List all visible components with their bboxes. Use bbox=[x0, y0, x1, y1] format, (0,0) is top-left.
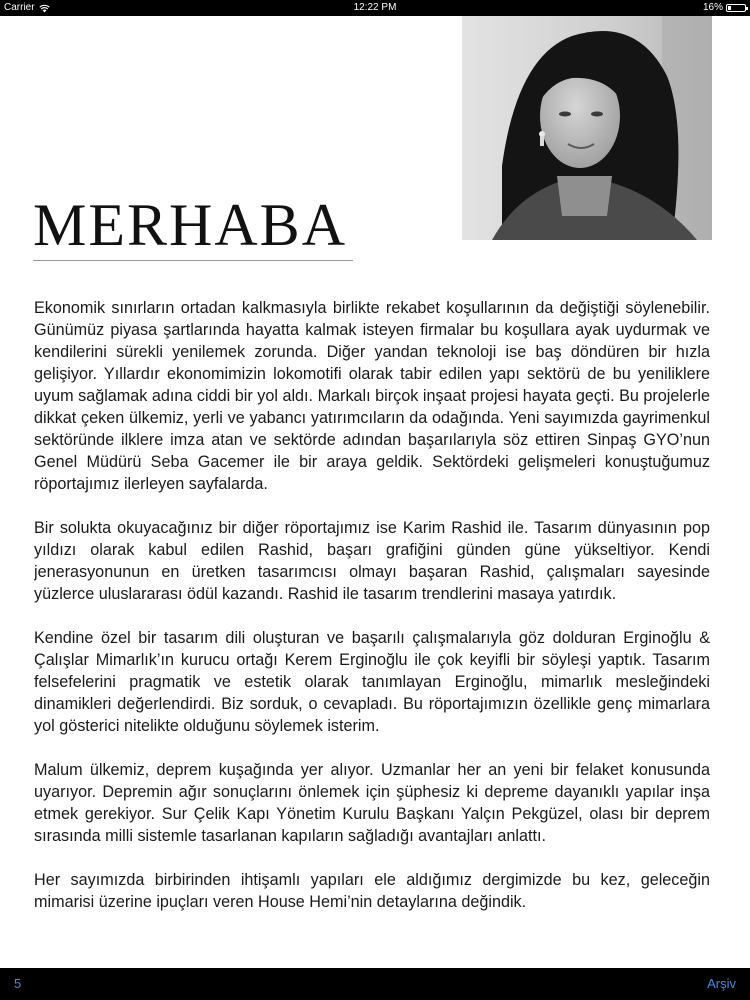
article-paragraph: Bir solukta okuyacağınız bir diğer röportajımız ise Karim Rashid ile. Tasarım dünyasının pop yıldızı olarak kabul edilen Rashid, başarı grafiğini günden güne yükseltiyor. Kendi jenerasyonunun en üretken tasarımcısı olmayı başaran Rashid, çalışmaları sayesinde yüzlerce uluslararası ödül kazandı. Rashid ile tasarım trendlerini masaya yatırdık. bbox=[34, 519, 710, 603]
archive-button[interactable]: Arşiv bbox=[707, 976, 736, 991]
battery-percent: 16% bbox=[702, 2, 723, 13]
status-time: 12:22 PM bbox=[353, 2, 397, 13]
article-paragraph: Ekonomik sınırların ortadan kalkmasıyla birlikte rekabet koşullarının da değiştiği söylenebilir. Günümüz piyasa şartlarında hayatta kalmak isteyen firmalar bu koşullara ayak uydurmak ve kendilerini sürekli yenilemek zorunda. Diğer yandan teknoloji ise baş döndüren bir hızla gelişiyor. Yıllardır ekonomimizin lokomotifi olarak tabir edilen yapı sektörü de bu yeniliklere uyum sağlamak adına ciddi bir yol aldı. Markalı birçok inşaat projesi hayata geçti. Bu projelerle dikkat çeken ülkemiz, yerli ve yabancı yatırımcıların da odağında. Yeni sayımızda gayrimenkul sektöründe ilklere imza atan ve sektörde adından başarılarıyla söz ettiren Sinpaş GYO’nun Genel Müdürü Seba Gacemer ile bir araya geldik. Sektördeki gelişmeleri konuştuğumuz röportajımız ilerleyen sayfalarda. bbox=[34, 299, 710, 493]
article-paragraph: Her sayımızda birbirinden ihtişamlı yapıları ele aldığımız dergimizde bu kez, geleceğin mimarisi üzerine ipuçları veren House Hemi’nin detaylarına değindik. bbox=[34, 871, 710, 911]
article-paragraph: Kendine özel bir tasarım dili oluşturan ve başarılı çalışmalarıyla göz dolduran Erginoğlu & Çalışlar Mimarlık’ın kurucu ortağı Kerem Erginoğlu ile çok keyifli bir söyleşi yaptık. Tasarım felsefelerini pragmatik ve estetik olarak tanımlayan Erginoğlu, mimarlık mesleğindeki dinamikleri değerlendirdi. Biz sorduk, o cevapladı. Bu röportajımızın özellikle genç mimarlara yol gösterici nitelikte olduğunu söylemek isterim. bbox=[34, 629, 710, 735]
article-body bbox=[34, 297, 710, 969]
battery-fill bbox=[728, 6, 731, 10]
portrait-photo bbox=[462, 16, 712, 240]
status-right bbox=[703, 0, 746, 16]
battery-icon bbox=[726, 4, 746, 12]
carrier-label: Carrier bbox=[4, 2, 35, 13]
status-bar bbox=[0, 0, 750, 16]
heading-divider bbox=[33, 260, 353, 261]
page-number: 5 bbox=[14, 976, 22, 991]
bottom-toolbar bbox=[0, 968, 750, 1000]
article-heading: MERHABA bbox=[33, 192, 348, 258]
article-paragraph: Malum ülkemiz, deprem kuşağında yer alıyor. Uzmanlar her an yeni bir felaket konusunda uyarıyor. Depremin ağır sonuçlarını önlemek için şüphesiz ki depreme dayanıklı yapılar inşa etmek gerekiyor. Sur Çelik Kapı Yönetim Kurulu Başkanı Yalçın Pekgüzel, olası bir deprem sırasında milli sistemle tasarlanan kapıların sağladığı avantajları anlattı. bbox=[34, 761, 710, 845]
portrait-illustration bbox=[462, 16, 712, 240]
